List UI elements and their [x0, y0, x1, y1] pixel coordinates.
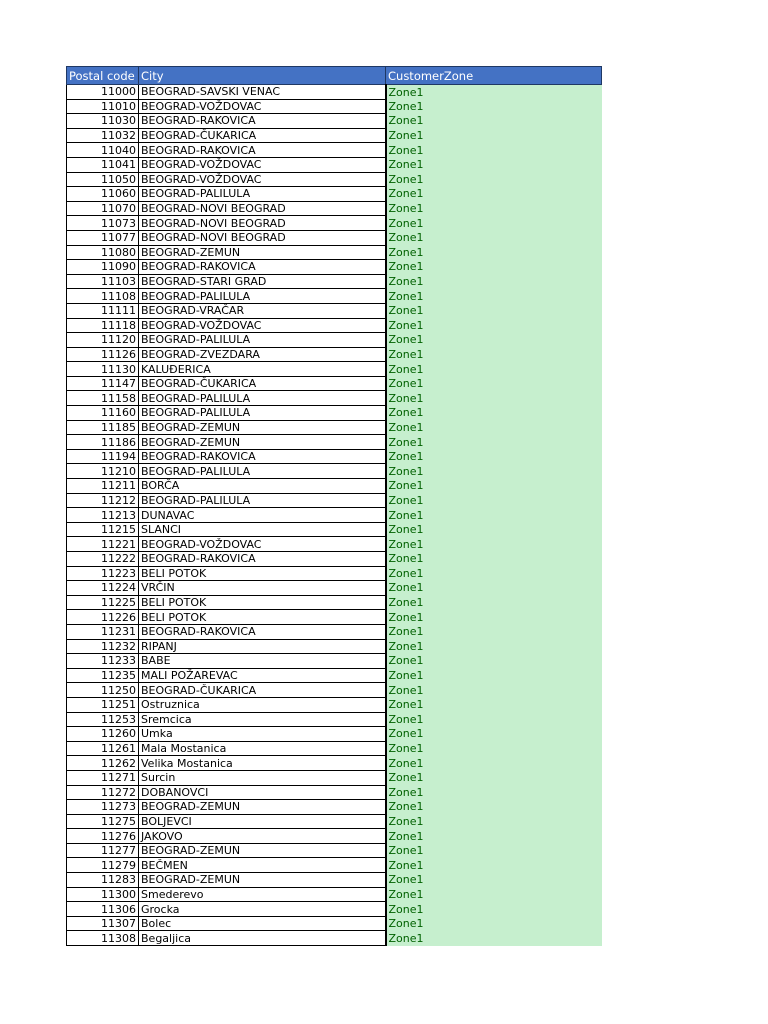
city-cell[interactable]: Grocka — [139, 902, 386, 917]
customer-zone-cell[interactable]: Zone1 — [386, 595, 602, 610]
postal-code-cell[interactable]: 11232 — [67, 639, 139, 654]
postal-code-cell[interactable]: 11308 — [67, 931, 139, 946]
city-cell[interactable]: BEOGRAD-VOŽDOVAC — [139, 157, 386, 172]
table-row — [67, 303, 602, 318]
header-city[interactable]: City — [139, 67, 386, 85]
table-row — [67, 362, 602, 377]
customer-zone-cell[interactable]: Zone1 — [386, 581, 602, 596]
table-row — [67, 537, 602, 552]
city-cell[interactable]: BEOGRAD-RAKOVICA — [139, 449, 386, 464]
table-row — [67, 829, 602, 844]
customer-zone-cell[interactable]: Zone1 — [386, 289, 602, 304]
customer-zone-cell[interactable]: Zone1 — [386, 435, 602, 450]
customer-zone-cell[interactable]: Zone1 — [386, 362, 602, 377]
postal-code-cell[interactable]: 11108 — [67, 289, 139, 304]
table-row — [67, 610, 602, 625]
city-cell[interactable]: Smederevo — [139, 887, 386, 902]
postal-code-cell[interactable]: 11213 — [67, 508, 139, 523]
city-cell[interactable]: Ostruznica — [139, 697, 386, 712]
table-row — [67, 770, 602, 785]
table-row — [67, 668, 602, 683]
city-cell[interactable]: VRČIN — [139, 581, 386, 596]
postal-code-cell[interactable]: 11226 — [67, 610, 139, 625]
table-row — [67, 624, 602, 639]
city-cell[interactable]: BEOGRAD-ZEMUN — [139, 800, 386, 815]
customer-zone-cell[interactable]: Zone1 — [386, 172, 602, 187]
customer-zone-cell[interactable]: Zone1 — [386, 230, 602, 245]
customer-zone-cell[interactable]: Zone1 — [386, 624, 602, 639]
table-row — [67, 566, 602, 581]
city-cell[interactable]: DUNAVAC — [139, 508, 386, 523]
customer-zone-cell[interactable]: Zone1 — [386, 333, 602, 348]
table-row — [67, 420, 602, 435]
table-row — [67, 260, 602, 275]
city-cell[interactable]: BEOGRAD-RAKOVICA — [139, 143, 386, 158]
customer-zone-cell[interactable]: Zone1 — [386, 99, 602, 114]
city-cell[interactable]: BABE — [139, 654, 386, 669]
table-row — [67, 916, 602, 931]
postal-code-cell[interactable]: 11275 — [67, 814, 139, 829]
city-cell[interactable]: Bolec — [139, 916, 386, 931]
postal-code-cell[interactable]: 11032 — [67, 128, 139, 143]
customer-zone-cell[interactable]: Zone1 — [386, 157, 602, 172]
city-cell[interactable]: BEOGRAD-PALILULA — [139, 289, 386, 304]
customer-zone-cell[interactable]: Zone1 — [386, 931, 602, 946]
postal-code-cell[interactable]: 11210 — [67, 464, 139, 479]
table-row — [67, 639, 602, 654]
customer-zone-cell[interactable]: Zone1 — [386, 843, 602, 858]
city-cell[interactable]: BEOGRAD-VOŽDOVAC — [139, 172, 386, 187]
postal-code-cell[interactable]: 11010 — [67, 99, 139, 114]
postal-code-cell[interactable]: 11250 — [67, 683, 139, 698]
table-header — [67, 67, 602, 85]
city-cell[interactable]: DOBANOVCI — [139, 785, 386, 800]
city-cell[interactable]: BEOGRAD-PALILULA — [139, 464, 386, 479]
postal-code-cell[interactable]: 11000 — [67, 85, 139, 100]
postal-code-cell[interactable]: 11307 — [67, 916, 139, 931]
city-cell[interactable]: BEOGRAD-ČUKARICA — [139, 376, 386, 391]
postal-code-cell[interactable]: 11273 — [67, 800, 139, 815]
table-row — [67, 683, 602, 698]
postal-code-cell[interactable]: 11224 — [67, 581, 139, 596]
table-row — [67, 172, 602, 187]
postal-code-cell[interactable]: 11279 — [67, 858, 139, 873]
customer-zone-cell[interactable]: Zone1 — [386, 566, 602, 581]
header-row — [67, 67, 602, 85]
postal-code-cell[interactable]: 11080 — [67, 245, 139, 260]
city-cell[interactable]: BELI POTOK — [139, 595, 386, 610]
table-row — [67, 464, 602, 479]
postal-code-cell[interactable]: 11041 — [67, 157, 139, 172]
city-cell[interactable]: Surcin — [139, 770, 386, 785]
city-cell[interactable]: BEOGRAD-PALILULA — [139, 187, 386, 202]
customer-zone-cell[interactable]: Zone1 — [386, 187, 602, 202]
postal-code-cell[interactable]: 11070 — [67, 201, 139, 216]
customer-zone-cell[interactable]: Zone1 — [386, 245, 602, 260]
postal-code-cell[interactable]: 11251 — [67, 697, 139, 712]
city-cell[interactable]: BEOGRAD-RAKOVICA — [139, 624, 386, 639]
table-row — [67, 376, 602, 391]
table-row — [67, 143, 602, 158]
table-row — [67, 697, 602, 712]
postal-code-cell[interactable]: 11300 — [67, 887, 139, 902]
table-row — [67, 85, 602, 100]
city-cell[interactable]: BEOGRAD-RAKOVICA — [139, 552, 386, 567]
postal-code-cell[interactable]: 11261 — [67, 741, 139, 756]
customer-zone-cell[interactable]: Zone1 — [386, 887, 602, 902]
city-cell[interactable]: BEČMEN — [139, 858, 386, 873]
postal-code-cell[interactable]: 11271 — [67, 770, 139, 785]
customer-zone-cell[interactable]: Zone1 — [386, 537, 602, 552]
city-cell[interactable]: BELI POTOK — [139, 610, 386, 625]
city-cell[interactable]: BEOGRAD-NOVI BEOGRAD — [139, 230, 386, 245]
postal-code-cell[interactable]: 11276 — [67, 829, 139, 844]
postal-code-cell[interactable]: 11253 — [67, 712, 139, 727]
postal-code-cell[interactable]: 11040 — [67, 143, 139, 158]
customer-zone-cell[interactable]: Zone1 — [386, 858, 602, 873]
customer-zone-cell[interactable]: Zone1 — [386, 479, 602, 494]
table-row — [67, 201, 602, 216]
city-cell[interactable]: BEOGRAD-ZEMUN — [139, 873, 386, 888]
table-row — [67, 406, 602, 421]
city-cell[interactable]: BEOGRAD-ČUKARICA — [139, 683, 386, 698]
table-row — [67, 274, 602, 289]
table-row — [67, 887, 602, 902]
table-row — [67, 800, 602, 815]
postal-code-cell[interactable]: 11225 — [67, 595, 139, 610]
postal-code-cell[interactable]: 11272 — [67, 785, 139, 800]
customer-zone-cell[interactable]: Zone1 — [386, 800, 602, 815]
city-cell[interactable]: BEOGRAD-VRAČAR — [139, 303, 386, 318]
postal-code-cell[interactable]: 11283 — [67, 873, 139, 888]
postal-code-cell[interactable]: 11077 — [67, 230, 139, 245]
postal-code-cell[interactable]: 11194 — [67, 449, 139, 464]
customer-zone-cell[interactable]: Zone1 — [386, 464, 602, 479]
customer-zone-cell[interactable]: Zone1 — [386, 683, 602, 698]
customer-zone-cell[interactable]: Zone1 — [386, 216, 602, 231]
table-row — [67, 858, 602, 873]
customer-zone-cell[interactable]: Zone1 — [386, 785, 602, 800]
postal-code-cell[interactable]: 11090 — [67, 260, 139, 275]
city-cell[interactable]: BOLJEVCI — [139, 814, 386, 829]
table-row — [67, 318, 602, 333]
table-row — [67, 157, 602, 172]
city-cell[interactable]: SLANCI — [139, 522, 386, 537]
table-row — [67, 245, 602, 260]
city-cell[interactable]: BEOGRAD-VOŽDOVAC — [139, 318, 386, 333]
postal-code-cell[interactable]: 11050 — [67, 172, 139, 187]
table-row — [67, 727, 602, 742]
postal-code-cell[interactable]: 11030 — [67, 114, 139, 129]
city-cell[interactable]: Umka — [139, 727, 386, 742]
table-row — [67, 581, 602, 596]
table-body — [67, 85, 602, 946]
postal-code-cell[interactable]: 11120 — [67, 333, 139, 348]
table-row — [67, 435, 602, 450]
table-row — [67, 843, 602, 858]
city-cell[interactable]: KALUĐERICA — [139, 362, 386, 377]
table-row — [67, 128, 602, 143]
customer-zone-cell[interactable]: Zone1 — [386, 522, 602, 537]
table-row — [67, 289, 602, 304]
city-cell[interactable]: BEOGRAD-PALILULA — [139, 493, 386, 508]
postal-code-cell[interactable]: 11231 — [67, 624, 139, 639]
city-cell[interactable]: BEOGRAD-RAKOVICA — [139, 260, 386, 275]
city-cell[interactable]: BEOGRAD-ZVEZDARA — [139, 347, 386, 362]
table-row — [67, 873, 602, 888]
table-row — [67, 741, 602, 756]
postal-code-cell[interactable]: 11223 — [67, 566, 139, 581]
table-row — [67, 99, 602, 114]
postal-code-table — [66, 66, 602, 946]
customer-zone-cell[interactable]: Zone1 — [386, 201, 602, 216]
customer-zone-cell[interactable]: Zone1 — [386, 114, 602, 129]
postal-code-cell[interactable]: 11103 — [67, 274, 139, 289]
table-row — [67, 216, 602, 231]
postal-code-cell[interactable]: 11118 — [67, 318, 139, 333]
postal-code-cell[interactable]: 11158 — [67, 391, 139, 406]
city-cell[interactable]: BEOGRAD-ZEMUN — [139, 245, 386, 260]
header-postal-code[interactable]: Postal code — [67, 67, 139, 85]
table-row — [67, 756, 602, 771]
table-row — [67, 493, 602, 508]
city-cell[interactable]: BEOGRAD-VOŽDOVAC — [139, 99, 386, 114]
header-customer-zone[interactable]: CustomerZone — [386, 67, 602, 85]
city-cell[interactable]: BEOGRAD-ZEMUN — [139, 420, 386, 435]
postal-code-cell[interactable]: 11212 — [67, 493, 139, 508]
city-cell[interactable]: Sremcica — [139, 712, 386, 727]
table-row — [67, 449, 602, 464]
city-cell[interactable]: BEOGRAD-ZEMUN — [139, 435, 386, 450]
postal-code-cell[interactable]: 11222 — [67, 552, 139, 567]
city-cell[interactable]: BEOGRAD-PALILULA — [139, 406, 386, 421]
customer-zone-cell[interactable]: Zone1 — [386, 741, 602, 756]
table-row — [67, 391, 602, 406]
postal-code-cell[interactable]: 11277 — [67, 843, 139, 858]
customer-zone-cell[interactable]: Zone1 — [386, 493, 602, 508]
city-cell[interactable]: BEOGRAD-STARI GRAD — [139, 274, 386, 289]
customer-zone-cell[interactable]: Zone1 — [386, 756, 602, 771]
customer-zone-cell[interactable]: Zone1 — [386, 654, 602, 669]
postal-code-cell[interactable]: 11073 — [67, 216, 139, 231]
postal-code-cell[interactable]: 11260 — [67, 727, 139, 742]
table-row — [67, 931, 602, 946]
postal-code-cell[interactable]: 11221 — [67, 537, 139, 552]
city-cell[interactable]: BEOGRAD-PALILULA — [139, 333, 386, 348]
postal-code-cell[interactable]: 11147 — [67, 376, 139, 391]
postal-code-cell[interactable]: 11235 — [67, 668, 139, 683]
customer-zone-cell[interactable]: Zone1 — [386, 376, 602, 391]
table-row — [67, 814, 602, 829]
city-cell[interactable]: BELI POTOK — [139, 566, 386, 581]
postal-code-cell[interactable]: 11306 — [67, 902, 139, 917]
customer-zone-cell[interactable]: Zone1 — [386, 318, 602, 333]
customer-zone-cell[interactable]: Zone1 — [386, 639, 602, 654]
city-cell[interactable]: BEOGRAD-NOVI BEOGRAD — [139, 216, 386, 231]
city-cell[interactable]: BEOGRAD-SAVSKI VENAC — [139, 85, 386, 100]
customer-zone-cell[interactable]: Zone1 — [386, 552, 602, 567]
city-cell[interactable]: BEOGRAD-RAKOVICA — [139, 114, 386, 129]
table-row — [67, 508, 602, 523]
table-row — [67, 712, 602, 727]
customer-zone-cell[interactable]: Zone1 — [386, 668, 602, 683]
customer-zone-cell[interactable]: Zone1 — [386, 420, 602, 435]
customer-zone-cell[interactable]: Zone1 — [386, 727, 602, 742]
postal-code-cell[interactable]: 11130 — [67, 362, 139, 377]
customer-zone-cell[interactable]: Zone1 — [386, 303, 602, 318]
customer-zone-cell[interactable]: Zone1 — [386, 770, 602, 785]
customer-zone-cell[interactable]: Zone1 — [386, 128, 602, 143]
postal-code-cell[interactable]: 11262 — [67, 756, 139, 771]
postal-code-cell[interactable]: 11060 — [67, 187, 139, 202]
table-row — [67, 522, 602, 537]
table-row — [67, 347, 602, 362]
customer-zone-cell[interactable]: Zone1 — [386, 406, 602, 421]
city-cell[interactable]: RIPANJ — [139, 639, 386, 654]
table-row — [67, 902, 602, 917]
customer-zone-cell[interactable]: Zone1 — [386, 260, 602, 275]
customer-zone-cell[interactable]: Zone1 — [386, 391, 602, 406]
postal-code-cell[interactable]: 11111 — [67, 303, 139, 318]
customer-zone-cell[interactable]: Zone1 — [386, 916, 602, 931]
table-row — [67, 333, 602, 348]
postal-code-cell[interactable]: 11233 — [67, 654, 139, 669]
table-row — [67, 552, 602, 567]
customer-zone-cell[interactable]: Zone1 — [386, 873, 602, 888]
city-cell[interactable]: Velika Mostanica — [139, 756, 386, 771]
customer-zone-cell[interactable]: Zone1 — [386, 143, 602, 158]
customer-zone-cell[interactable]: Zone1 — [386, 712, 602, 727]
postal-code-cell[interactable]: 11211 — [67, 479, 139, 494]
table-row — [67, 479, 602, 494]
customer-zone-cell[interactable]: Zone1 — [386, 85, 602, 100]
city-cell[interactable]: JAKOVO — [139, 829, 386, 844]
postal-code-cell[interactable]: 11215 — [67, 522, 139, 537]
city-cell[interactable]: BEOGRAD-VOŽDOVAC — [139, 537, 386, 552]
table-row — [67, 114, 602, 129]
customer-zone-cell[interactable]: Zone1 — [386, 610, 602, 625]
city-cell[interactable]: BEOGRAD-ZEMUN — [139, 843, 386, 858]
city-cell[interactable]: BORČA — [139, 479, 386, 494]
city-cell[interactable]: BEOGRAD-PALILULA — [139, 391, 386, 406]
customer-zone-cell[interactable]: Zone1 — [386, 274, 602, 289]
customer-zone-cell[interactable]: Zone1 — [386, 829, 602, 844]
postal-code-cell[interactable]: 11185 — [67, 420, 139, 435]
city-cell[interactable]: BEOGRAD-ČUKARICA — [139, 128, 386, 143]
table-row — [67, 654, 602, 669]
postal-code-cell[interactable]: 11126 — [67, 347, 139, 362]
customer-zone-cell[interactable]: Zone1 — [386, 697, 602, 712]
postal-code-cell[interactable]: 11160 — [67, 406, 139, 421]
city-cell[interactable]: Begaljica — [139, 931, 386, 946]
postal-code-cell[interactable]: 11186 — [67, 435, 139, 450]
table-row — [67, 230, 602, 245]
city-cell[interactable]: Mala Mostanica — [139, 741, 386, 756]
customer-zone-cell[interactable]: Zone1 — [386, 347, 602, 362]
customer-zone-cell[interactable]: Zone1 — [386, 902, 602, 917]
table-row — [67, 187, 602, 202]
table-row — [67, 595, 602, 610]
customer-zone-cell[interactable]: Zone1 — [386, 814, 602, 829]
table-row — [67, 785, 602, 800]
customer-zone-cell[interactable]: Zone1 — [386, 508, 602, 523]
city-cell[interactable]: MALI POŽAREVAC — [139, 668, 386, 683]
city-cell[interactable]: BEOGRAD-NOVI BEOGRAD — [139, 201, 386, 216]
customer-zone-cell[interactable]: Zone1 — [386, 449, 602, 464]
